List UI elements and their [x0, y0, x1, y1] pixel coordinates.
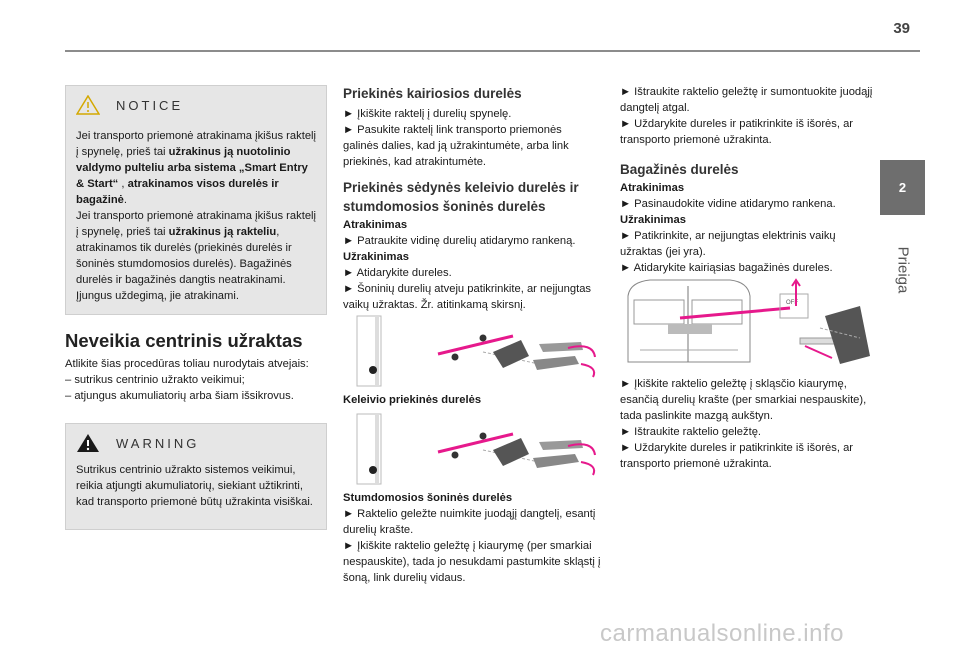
step-label: Atrakinimas	[620, 182, 685, 194]
warning-header	[76, 428, 316, 458]
boot-steps	[620, 180, 875, 276]
svg-text:OFF: OFF	[786, 300, 798, 306]
step-label: Užrakinimas	[343, 251, 409, 263]
step-line: ► Patikrinkite, ar neįjungtas elektrinis vaikų užraktas (jei yra).	[620, 230, 836, 258]
step-line: ► Raktelio geležte nuimkite juodąjį dangtelį, esantį durelių krašte.	[343, 508, 596, 536]
passenger-heading: Priekinės sėdynės keleivio durelės ir stumdomosios šoninės durelės	[343, 180, 579, 214]
chapter-label-text: Prieiga	[894, 246, 911, 294]
list-item: – sutrikus centrinio užrakto veikimui;	[65, 374, 245, 386]
warning-text: Sutrikus centrinio užrakto sistemos veikimui, reikia atjungti akumuliatorių, siekiant užtikrinti, kad transporto priemonė būtų užrakinta visiškai.	[76, 464, 313, 508]
watermark: carmanualsonline.info	[600, 620, 844, 647]
sliding-door-figure	[343, 410, 605, 486]
door-close-steps	[620, 84, 875, 148]
step-line: ► Patraukite vidinę durelių atidarymo rankeną.	[343, 235, 576, 247]
boot-heading: Bagažinės durelės	[620, 162, 739, 177]
notice-title: NOTICE	[116, 97, 184, 113]
notice-text-part: ,	[118, 178, 128, 190]
step-line: ► Atidarykite kairiąsias bagažinės dureles.	[620, 262, 833, 274]
chapter-label	[880, 225, 925, 315]
front-left-steps	[343, 106, 598, 170]
notice-text-part: Jei transporto priemonė atrakinama įkišus raktelį į spynelę, prieš tai	[76, 210, 317, 238]
step-line: ► Ištraukite raktelio geležtę.	[620, 426, 762, 438]
step-line: ► Pasukite raktelį link transporto priemonės galinės dalies, kad ją užrakintumėte, arba link priekinės, kad atrakintumėte.	[343, 124, 569, 168]
step-line: ► Pasinaudokite vidine atidarymo rankena.	[620, 198, 836, 210]
notice-text-part: , atrakinamos tik durelės (priekinės durelės ir šoninės stumdomosios durelės). Bagažinės durelės ir bagažinės dangtis neatrakinami. Įjungus uždegimą, jie atrakinami.	[76, 226, 292, 302]
header-rule	[65, 50, 920, 52]
notice-box	[65, 85, 327, 315]
step-line: ► Šoninių durelių atveju patikrinkite, ar neįjungtas vaikų užraktas. Žr. atitinkamą skirsnį.	[343, 283, 592, 311]
list-item: – atjungus akumuliatorių arba šiam išsikrovus.	[65, 390, 294, 402]
central-lock-heading: Neveikia centrinis užraktas	[65, 330, 303, 351]
step-line: ► Įkiškite raktelio geležtę į skląsčio kiaurymę, esančią durelių krašte (per smarkiai nespauskite), tada paslinkite mazgą aukštyn.	[620, 378, 867, 422]
figure-caption: Stumdomosios šoninės durelės	[343, 492, 513, 504]
step-label: Užrakinimas	[620, 214, 686, 226]
step-line: ► Uždarykite dureles ir patikrinkite iš išorės, ar transporto priemonė užrakinta.	[620, 118, 854, 146]
chapter-tab[interactable]: 2	[880, 160, 925, 215]
notice-bold-part: užrakinus ją nuotolinio valdymo pulteliu arba sistema „Smart Entry & Start“	[76, 146, 308, 190]
notice-header	[76, 90, 316, 120]
warning-triangle-icon	[76, 433, 100, 453]
page-number: 39	[893, 20, 910, 37]
boot-final-steps	[620, 376, 875, 472]
notice-text-part: .	[123, 194, 127, 206]
boot-door-figure	[620, 276, 875, 368]
notice-bold-part: užrakinus ją rakteliu	[168, 226, 277, 238]
warning-triangle-icon	[76, 95, 100, 115]
figure-caption: Keleivio priekinės durelės	[343, 394, 482, 406]
central-lock-intro	[65, 356, 330, 404]
warning-box	[65, 423, 327, 530]
step-line: ► Atidarykite dureles.	[343, 267, 452, 279]
front-left-heading: Priekinės kairiosios durelės	[343, 86, 522, 101]
step-label: Atrakinimas	[343, 219, 408, 231]
step-line: ► Įkiškite raktelį į durelių spynelę.	[343, 108, 512, 120]
notice-text	[76, 128, 316, 304]
passenger-door-figure	[343, 312, 605, 388]
step-line: ► Uždarykite dureles ir patikrinkite iš išorės, ar transporto priemonė užrakinta.	[620, 442, 854, 470]
step-line: ► Įkiškite raktelio geležtę į kiaurymę (per smarkiai nespauskite), tada jo nesukdami pastumkite skląstį į šoną, link durelių vidaus.	[343, 540, 601, 584]
sliding-door-steps	[343, 490, 601, 586]
notice-bold-part: atrakinamos visos durelės ir bagažinė	[76, 178, 279, 206]
step-line: ► Ištraukite raktelio geležtę ir sumontuokite juodąjį dangtelį atgal.	[620, 86, 873, 114]
notice-text-part: Jei transporto priemonė atrakinama įkišus raktelį į spynelę, prieš tai	[76, 130, 317, 158]
intro-text: Atlikite šias procedūras toliau nurodytais atvejais:	[65, 358, 309, 370]
warning-title: WARNING	[116, 435, 200, 451]
passenger-steps	[343, 217, 601, 313]
